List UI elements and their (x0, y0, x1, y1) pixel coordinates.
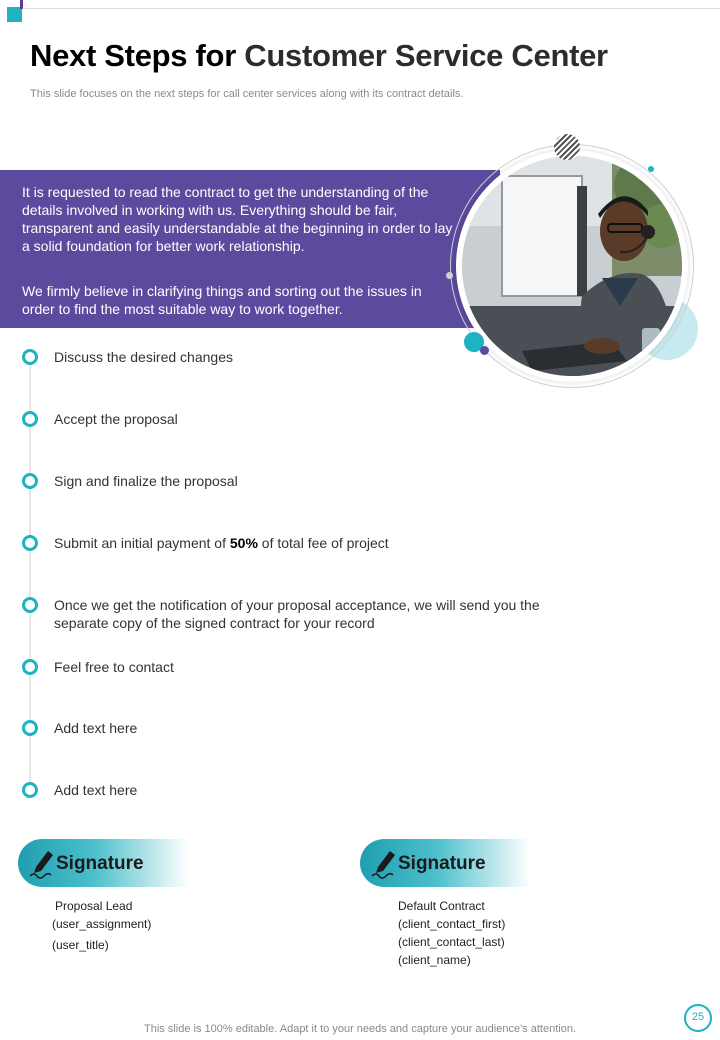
header-rule (24, 8, 720, 9)
intro-banner (0, 170, 500, 328)
signature-line: (user_assignment) (52, 917, 152, 931)
decor-dot-teal (648, 166, 654, 172)
signature-header (18, 839, 188, 887)
step-text-bold: 50% (229, 535, 258, 551)
signature-line: (client_name) (398, 953, 471, 967)
step-bullet-icon (22, 535, 38, 551)
footer-note: This slide is 100% editable. Adapt it to your needs and capture your audience's attention. (144, 1023, 576, 1035)
banner-paragraph-2: We firmly believe in clarifying things and sorting out the issues in order to find the most suitable way to work together. (22, 283, 422, 317)
signature-line: (user_title) (52, 938, 109, 952)
step-text-pre: Submit an initial payment of (54, 535, 230, 551)
step-bullet-icon (22, 411, 38, 427)
step-text: Accept the proposal (54, 411, 178, 427)
corner-square-decoration (7, 7, 22, 22)
signature-line: Default Contract (398, 899, 485, 913)
signature-line: Proposal Lead (55, 899, 133, 913)
step-text: Add text here (54, 782, 138, 798)
step-bullet-icon (22, 659, 38, 675)
title-part-2: Customer Service Center (244, 38, 608, 73)
signature-line: (client_contact_last) (398, 935, 505, 949)
signature-label: Signature (398, 853, 486, 874)
step-bullet-icon (22, 349, 38, 365)
banner-paragraph-1: It is requested to read the contract to get the understanding of the details involved in working with us. Everything should be fair, transparent and easily understandable at the beginning in order to lay a solid foundation for better work relationship. (22, 184, 453, 254)
page-number-badge (684, 1004, 714, 1034)
page-number: 25 (691, 1011, 705, 1023)
signature-details (398, 897, 505, 969)
title-part-1: Next Steps for (30, 38, 245, 73)
corner-bar-decoration (20, 0, 23, 9)
step-text: Once we get the notification of your proposal acceptance, we will send you the separate copy of the signed contract for your record (54, 597, 540, 631)
step-text: Feel free to contact (54, 659, 174, 675)
page-title (30, 38, 608, 74)
page-subtitle: This slide focuses on the next steps for call center services along with its contract details. (30, 88, 464, 100)
step-text-post: of total fee of project (257, 535, 389, 551)
signature-header (360, 839, 530, 887)
step-bullet-icon (22, 597, 38, 613)
step-text: Add text here (54, 720, 138, 736)
decor-dot-grey (446, 272, 453, 279)
step-bullet-icon (22, 720, 38, 736)
step-text (54, 534, 584, 552)
pen-signature-icon (26, 845, 60, 879)
person-with-headset-photo (462, 156, 682, 376)
pen-signature-icon (368, 845, 402, 879)
signature-line: (client_contact_first) (398, 917, 506, 931)
step-text: Discuss the desired changes (54, 349, 233, 365)
hatched-circle-decoration (554, 134, 580, 160)
signature-label: Signature (56, 853, 144, 874)
step-bullet-icon (22, 473, 38, 489)
signature-details (52, 897, 151, 954)
step-bullet-icon (22, 782, 38, 798)
step-text: Sign and finalize the proposal (54, 473, 238, 489)
